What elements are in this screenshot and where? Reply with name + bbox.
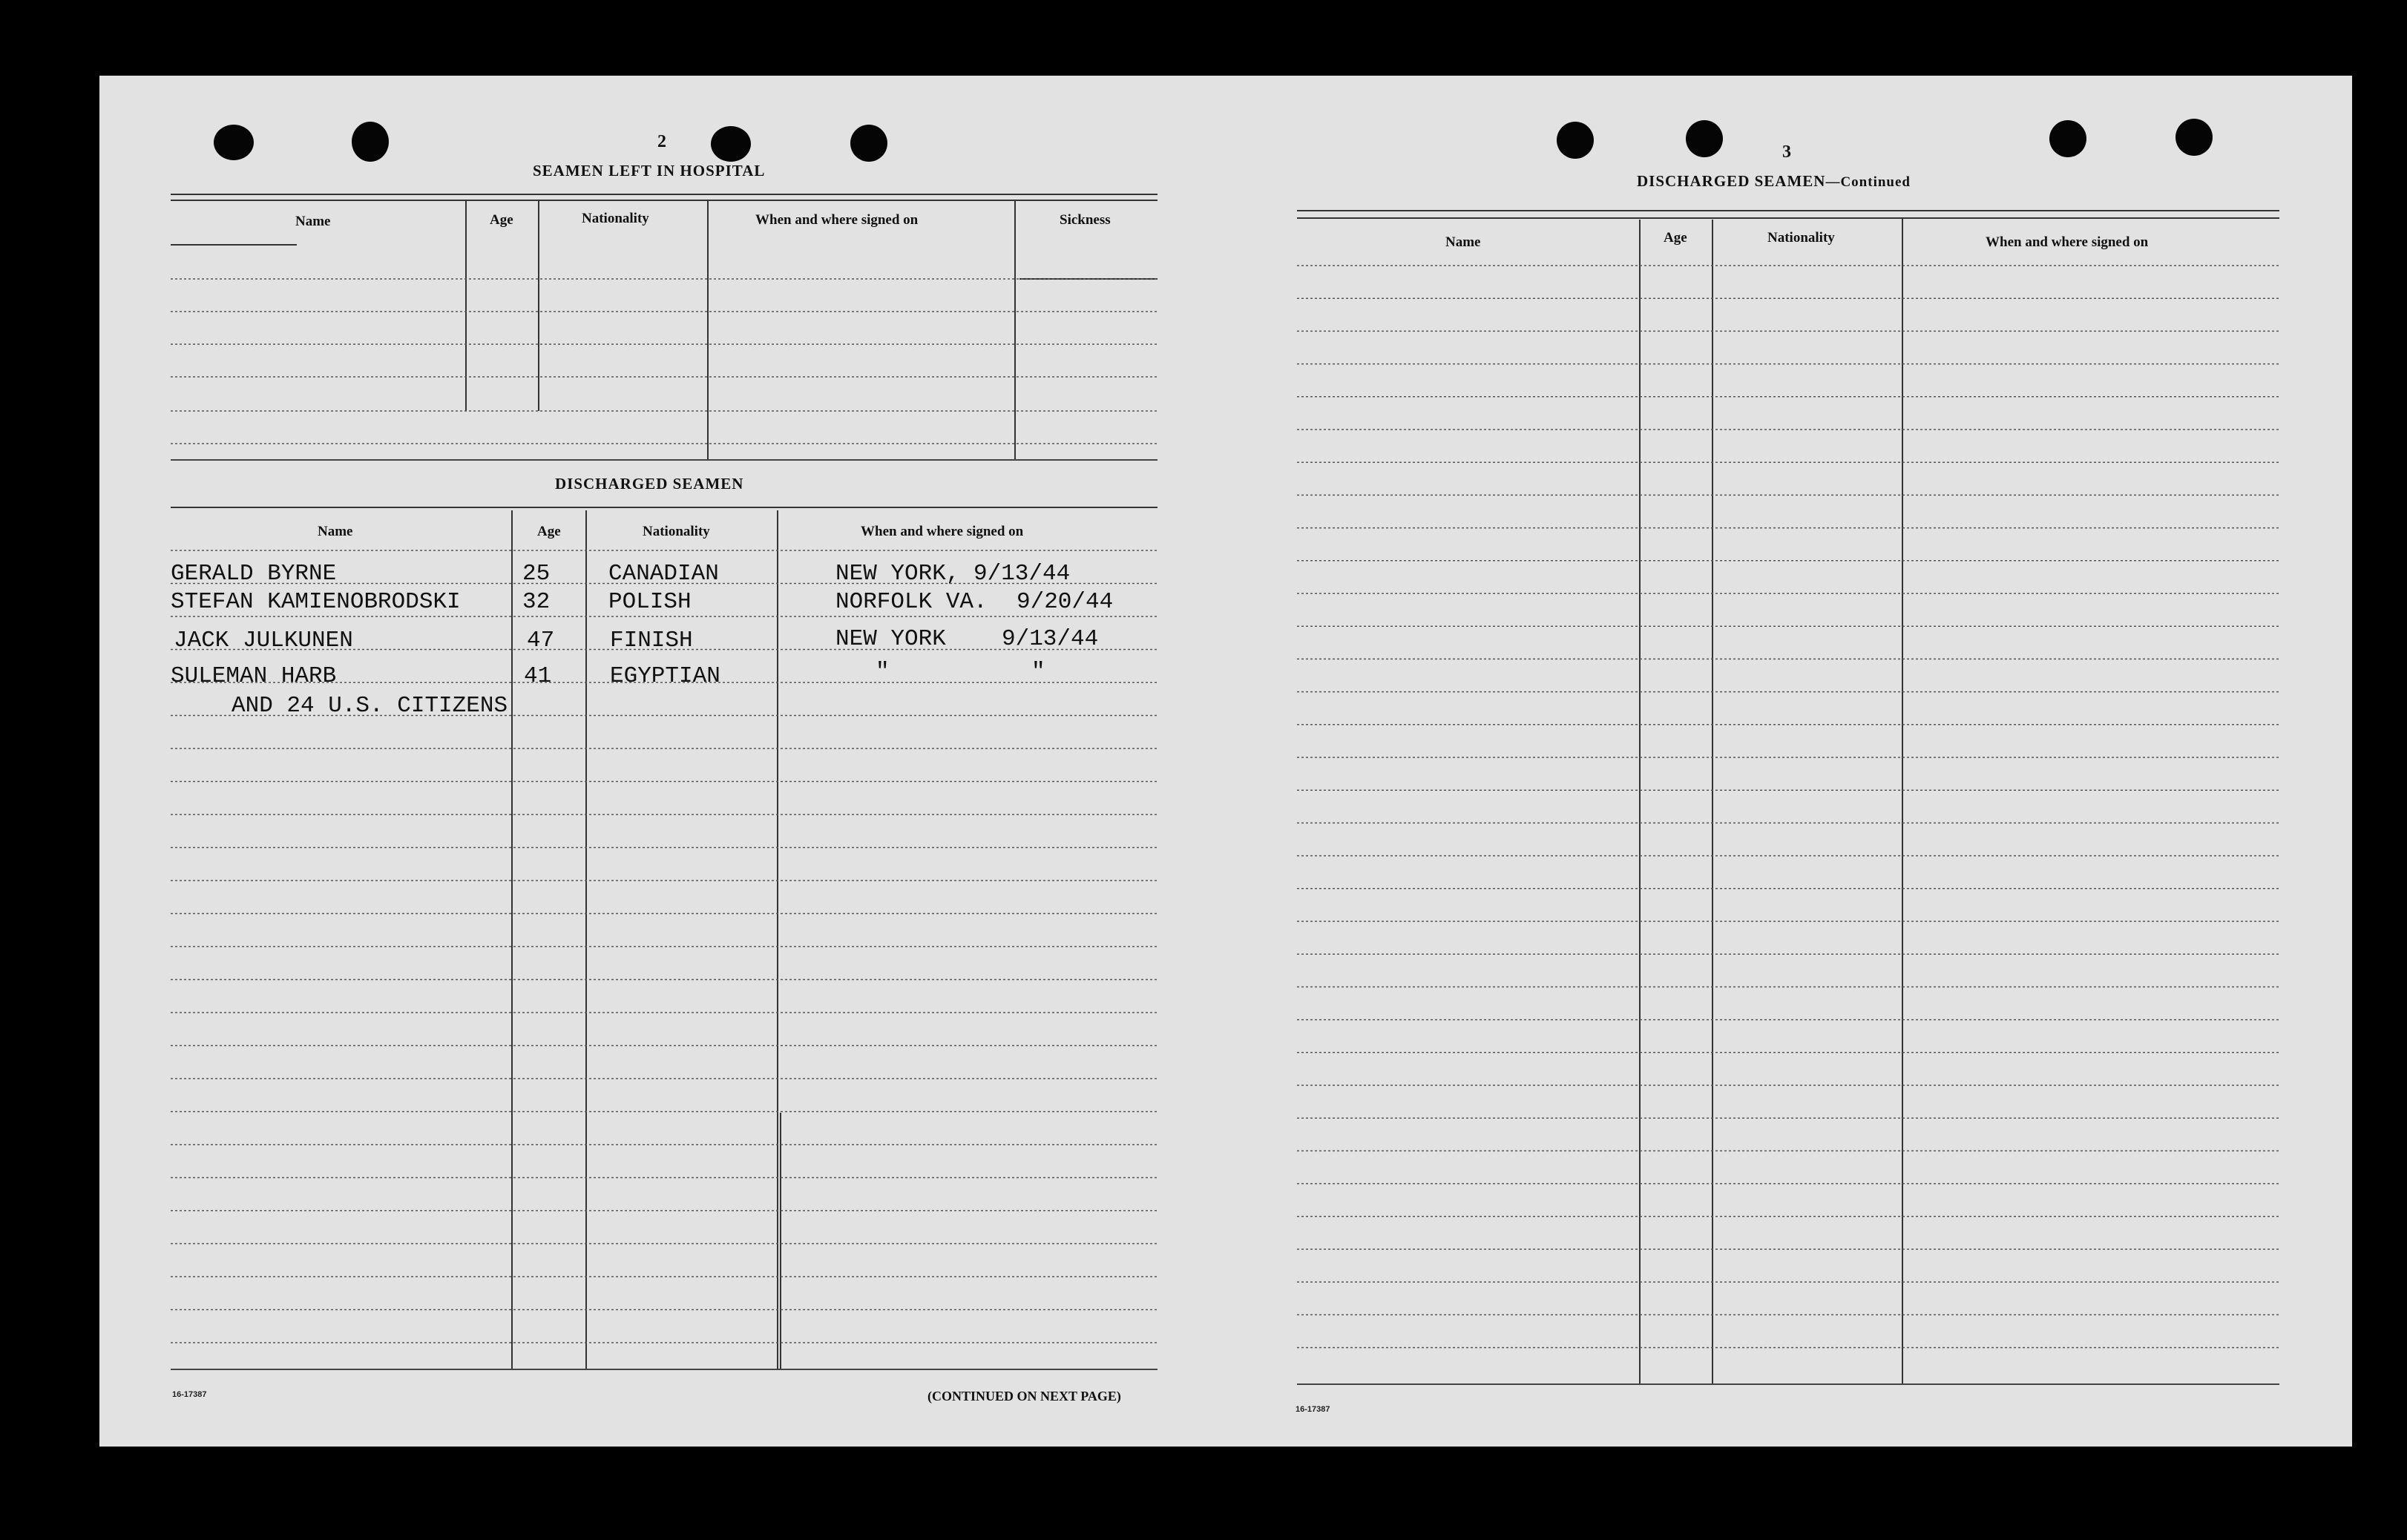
seaman-row-3-signed-date: 9/13/44 xyxy=(1002,626,1099,652)
seaman-row-1-name: GERALD BYRNE xyxy=(171,561,337,587)
discharged-section-title: DISCHARGED SEAMEN xyxy=(555,475,744,493)
hospital-col-sickness: Sickness xyxy=(1060,212,1111,228)
punch-hole xyxy=(2176,119,2213,156)
punch-hole xyxy=(850,125,887,162)
right-form-number: 16-17387 xyxy=(1296,1405,1330,1414)
seaman-row-4-signed-date: " xyxy=(1031,659,1045,685)
discharged-col-age: Age xyxy=(537,524,561,539)
seaman-row-3-signed-place: NEW YORK xyxy=(835,626,946,652)
right-table xyxy=(1297,208,2284,1395)
right-page-number: 3 xyxy=(1782,142,1791,162)
seaman-row-2-signed-place: NORFOLK VA. xyxy=(835,589,988,615)
citizens-note: AND 24 U.S. CITIZENS xyxy=(231,693,508,719)
left-form-number: 16-17387 xyxy=(172,1390,207,1399)
seaman-row-4-age: 41 xyxy=(524,663,552,689)
seaman-row-4-signed-place: " xyxy=(876,659,890,685)
hospital-table xyxy=(171,191,1162,466)
seaman-row-1-signed-date: 9/13/44 xyxy=(973,561,1071,587)
hospital-section-title: SEAMEN LEFT IN HOSPITAL xyxy=(533,162,766,180)
left-page-number: 2 xyxy=(657,132,666,151)
continued-note: (CONTINUED ON NEXT PAGE) xyxy=(927,1389,1121,1404)
punch-hole xyxy=(2049,120,2086,157)
right-title-suffix: —Continued xyxy=(1825,174,1911,190)
punch-hole xyxy=(711,126,751,162)
hospital-col-name: Name xyxy=(295,214,331,229)
right-col-signed-on: When and where signed on xyxy=(1986,234,2149,250)
right-col-age: Age xyxy=(1664,230,1687,246)
discharged-col-name: Name xyxy=(318,524,353,539)
hospital-col-age: Age xyxy=(490,212,513,228)
seaman-row-4-nationality: EGYPTIAN xyxy=(610,663,720,689)
seaman-row-1-age: 25 xyxy=(522,561,551,587)
punch-hole xyxy=(1686,120,1723,157)
hospital-col-nationality: Nationality xyxy=(582,211,649,226)
seaman-row-2-nationality: POLISH xyxy=(608,589,692,615)
seaman-row-2-signed-date: 9/20/44 xyxy=(1017,589,1114,615)
discharged-col-nationality: Nationality xyxy=(643,524,710,539)
right-section-title xyxy=(1637,172,1911,191)
seaman-row-1-nationality: CANADIAN xyxy=(608,561,719,587)
seaman-row-3-age: 47 xyxy=(527,628,555,654)
punch-hole xyxy=(214,125,254,160)
hospital-col-signed-on: When and where signed on xyxy=(755,212,919,228)
right-col-name: Name xyxy=(1445,234,1481,250)
seaman-row-4-name: SULEMAN HARB xyxy=(171,663,337,689)
seaman-row-1-signed-place: NEW YORK, xyxy=(835,561,960,587)
right-col-nationality: Nationality xyxy=(1767,230,1835,246)
seaman-row-3-nationality: FINISH xyxy=(610,628,693,654)
discharged-col-signed-on: When and where signed on xyxy=(861,524,1024,539)
seaman-row-2-name: STEFAN KAMIENOBRODSKI xyxy=(171,589,461,615)
punch-hole xyxy=(1557,122,1594,159)
seaman-row-2-age: 32 xyxy=(522,589,551,615)
punch-hole xyxy=(352,122,389,162)
seaman-row-3-name: JACK JULKUNEN xyxy=(174,628,353,654)
right-title-main: DISCHARGED SEAMEN xyxy=(1637,172,1826,190)
